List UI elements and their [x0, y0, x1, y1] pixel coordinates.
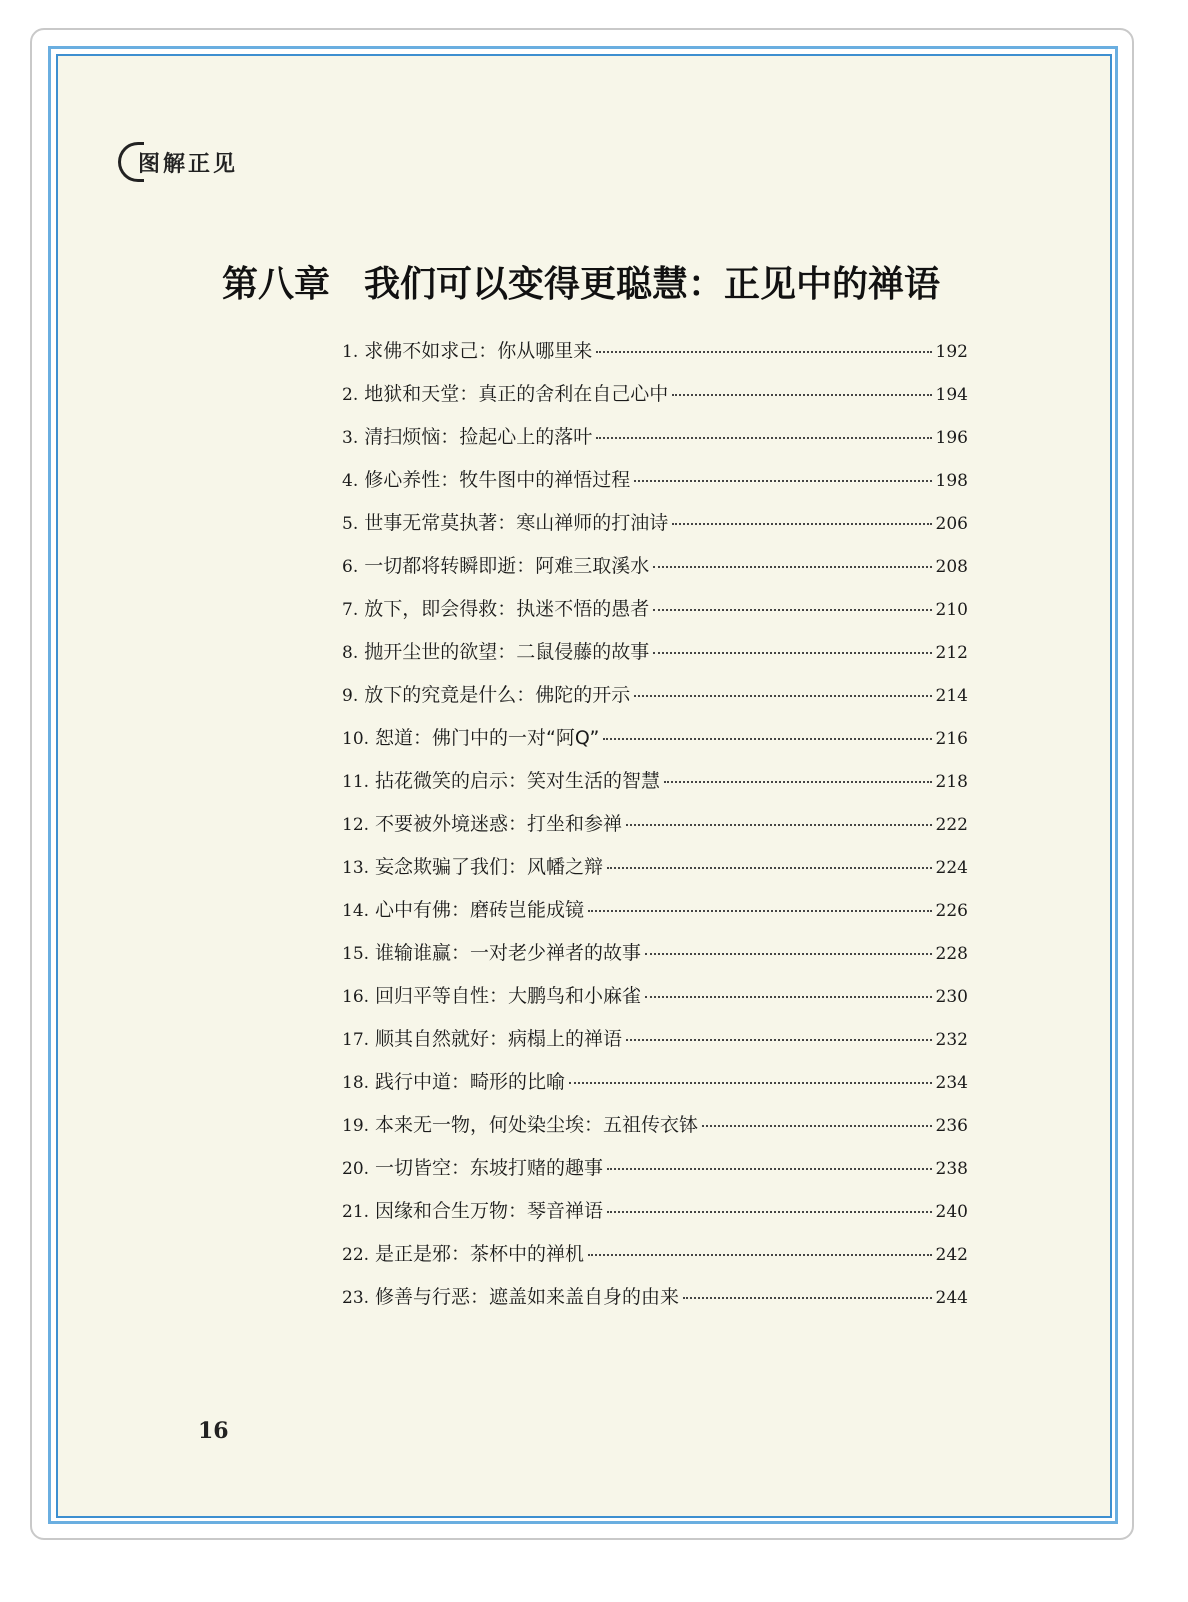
- toc-dot-leader: [603, 738, 931, 740]
- toc-entry-index: 8.: [342, 643, 359, 663]
- toc-entry[interactable]: [342, 422, 968, 465]
- toc-dot-leader: [588, 910, 931, 912]
- toc-dot-leader: [626, 824, 931, 826]
- toc-entry-page: 208: [935, 557, 968, 577]
- toc-entry[interactable]: [342, 809, 968, 852]
- running-header-text: 图解正见: [138, 151, 239, 177]
- chapter-number: 第八章: [222, 263, 331, 305]
- toc-entry-page: 224: [935, 858, 968, 878]
- running-header: [118, 142, 238, 182]
- toc-entry[interactable]: [342, 981, 968, 1024]
- toc-entry-page: 240: [935, 1202, 968, 1222]
- toc-entry-title: 一切皆空：东坡打赌的趣事: [375, 1157, 604, 1179]
- toc-dot-leader: [672, 394, 931, 396]
- toc-entry-page: 218: [935, 772, 968, 792]
- toc-entry-title: 抛开尘世的欲望：二鼠侵藤的故事: [364, 641, 650, 663]
- toc-entry-page: 244: [935, 1288, 968, 1308]
- toc-entry-index: 4.: [342, 471, 359, 491]
- toc-entry-index: 13.: [342, 858, 370, 878]
- toc-entry-page: 214: [935, 686, 968, 706]
- toc-entry-page: 238: [935, 1159, 968, 1179]
- toc-entry-index: 21.: [342, 1202, 370, 1222]
- toc-dot-leader: [702, 1125, 931, 1127]
- page-number: 16: [198, 1418, 229, 1444]
- toc-entry[interactable]: [342, 1067, 968, 1110]
- toc-entry[interactable]: [342, 1239, 968, 1282]
- toc-entry[interactable]: [342, 551, 968, 594]
- book-page: [56, 54, 1112, 1518]
- toc-entry[interactable]: [342, 852, 968, 895]
- toc-entry-index: 20.: [342, 1159, 370, 1179]
- toc-entry[interactable]: [342, 336, 968, 379]
- toc-dot-leader: [653, 566, 931, 568]
- toc-entry-page: 210: [935, 600, 968, 620]
- toc-entry[interactable]: [342, 766, 968, 809]
- toc-entry-index: 18.: [342, 1073, 370, 1093]
- toc-entry-index: 12.: [342, 815, 370, 835]
- toc-entry[interactable]: [342, 508, 968, 551]
- toc-entry-index: 6.: [342, 557, 359, 577]
- toc-entry-title: 不要被外境迷惑：打坐和参禅: [375, 813, 623, 835]
- toc-dot-leader: [607, 1168, 931, 1170]
- toc-dot-leader: [683, 1297, 931, 1299]
- toc-entry[interactable]: [342, 1282, 968, 1325]
- toc-entry-page: 226: [935, 901, 968, 921]
- toc-entry-page: 234: [935, 1073, 968, 1093]
- toc-dot-leader: [588, 1254, 931, 1256]
- toc-entry[interactable]: [342, 1196, 968, 1239]
- toc-entry[interactable]: [342, 1024, 968, 1067]
- toc-dot-leader: [634, 480, 931, 482]
- toc-entry-title: 是正是邪：茶杯中的禅机: [375, 1243, 585, 1265]
- toc-entry-title: 谁输谁赢：一对老少禅者的故事: [375, 942, 642, 964]
- toc-entry-page: 232: [935, 1030, 968, 1050]
- toc-dot-leader: [607, 1211, 931, 1213]
- toc-entry-title: 回归平等自性：大鹏鸟和小麻雀: [375, 985, 642, 1007]
- toc-entry-page: 198: [935, 471, 968, 491]
- toc-dot-leader: [672, 523, 931, 525]
- toc-entry-index: 23.: [342, 1288, 370, 1308]
- toc-entry-page: 212: [935, 643, 968, 663]
- toc-entry-index: 19.: [342, 1116, 370, 1136]
- toc-dot-leader: [664, 781, 931, 783]
- toc-entry-title: 世事无常莫执著：寒山禅师的打油诗: [364, 512, 669, 534]
- toc-dot-leader: [653, 609, 931, 611]
- toc-entry[interactable]: [342, 1110, 968, 1153]
- toc-entry-index: 2.: [342, 385, 359, 405]
- toc-entry-title: 放下，即会得救：执迷不悟的愚者: [364, 598, 650, 620]
- toc-entry[interactable]: [342, 637, 968, 680]
- toc-entry-title: 拈花微笑的启示：笑对生活的智慧: [375, 770, 661, 792]
- toc-entry-title: 因缘和合生万物：琴音禅语: [375, 1200, 604, 1222]
- toc-entry-page: 192: [935, 342, 968, 362]
- toc-entry-title: 恕道：佛门中的一对“阿Q”: [375, 727, 600, 749]
- toc-dot-leader: [569, 1082, 931, 1084]
- toc-dot-leader: [607, 867, 931, 869]
- toc-entry[interactable]: [342, 723, 968, 766]
- toc-entry[interactable]: [342, 680, 968, 723]
- toc-entry-index: 9.: [342, 686, 359, 706]
- toc-entry-title: 地狱和天堂：真正的舍利在自己心中: [364, 383, 669, 405]
- toc-entry-index: 7.: [342, 600, 359, 620]
- table-of-contents: [342, 336, 968, 1325]
- toc-entry-title: 践行中道：畸形的比喻: [375, 1071, 566, 1093]
- toc-entry[interactable]: [342, 938, 968, 981]
- toc-entry[interactable]: [342, 1153, 968, 1196]
- toc-entry-index: 3.: [342, 428, 359, 448]
- toc-entry-title: 心中有佛：磨砖岂能成镜: [375, 899, 585, 921]
- toc-dot-leader: [653, 652, 931, 654]
- toc-entry-page: 236: [935, 1116, 968, 1136]
- toc-entry-title: 妄念欺骗了我们：风幡之辩: [375, 856, 604, 878]
- toc-entry-title: 放下的究竟是什么：佛陀的开示: [364, 684, 631, 706]
- toc-dot-leader: [626, 1039, 931, 1041]
- toc-dot-leader: [645, 953, 931, 955]
- toc-entry-index: 11.: [342, 772, 370, 792]
- toc-entry-index: 15.: [342, 944, 370, 964]
- toc-entry-title: 修心养性：牧牛图中的禅悟过程: [364, 469, 631, 491]
- toc-entry-index: 17.: [342, 1030, 370, 1050]
- toc-entry[interactable]: [342, 895, 968, 938]
- toc-entry-index: 1.: [342, 342, 359, 362]
- toc-entry-index: 22.: [342, 1245, 370, 1265]
- toc-entry-page: 216: [935, 729, 968, 749]
- toc-entry[interactable]: [342, 379, 968, 422]
- toc-entry-index: 14.: [342, 901, 370, 921]
- toc-dot-leader: [596, 437, 931, 439]
- toc-dot-leader: [596, 351, 931, 353]
- toc-entry-page: 242: [935, 1245, 968, 1265]
- toc-entry-title: 一切都将转瞬即逝：阿难三取溪水: [364, 555, 650, 577]
- toc-entry[interactable]: [342, 465, 968, 508]
- toc-dot-leader: [634, 695, 931, 697]
- toc-entry-page: 230: [935, 987, 968, 1007]
- toc-entry-page: 222: [935, 815, 968, 835]
- toc-entry-index: 5.: [342, 514, 359, 534]
- toc-entry-page: 228: [935, 944, 968, 964]
- toc-entry-page: 196: [935, 428, 968, 448]
- toc-dot-leader: [645, 996, 931, 998]
- toc-entry-title: 清扫烦恼：捡起心上的落叶: [364, 426, 593, 448]
- toc-entry-title: 修善与行恶：遮盖如来盖自身的由来: [375, 1286, 680, 1308]
- chapter-title: 我们可以变得更聪慧：正见中的禅语: [364, 263, 941, 305]
- toc-entry-title: 求佛不如求己：你从哪里来: [364, 340, 593, 362]
- chapter-heading: [222, 256, 940, 307]
- toc-entry-title: 本来无一物，何处染尘埃：五祖传衣钵: [375, 1114, 699, 1136]
- toc-entry-index: 10.: [342, 729, 370, 749]
- toc-entry[interactable]: [342, 594, 968, 637]
- toc-entry-index: 16.: [342, 987, 370, 1007]
- toc-entry-page: 206: [935, 514, 968, 534]
- toc-entry-page: 194: [935, 385, 968, 405]
- toc-entry-title: 顺其自然就好：病榻上的禅语: [375, 1028, 623, 1050]
